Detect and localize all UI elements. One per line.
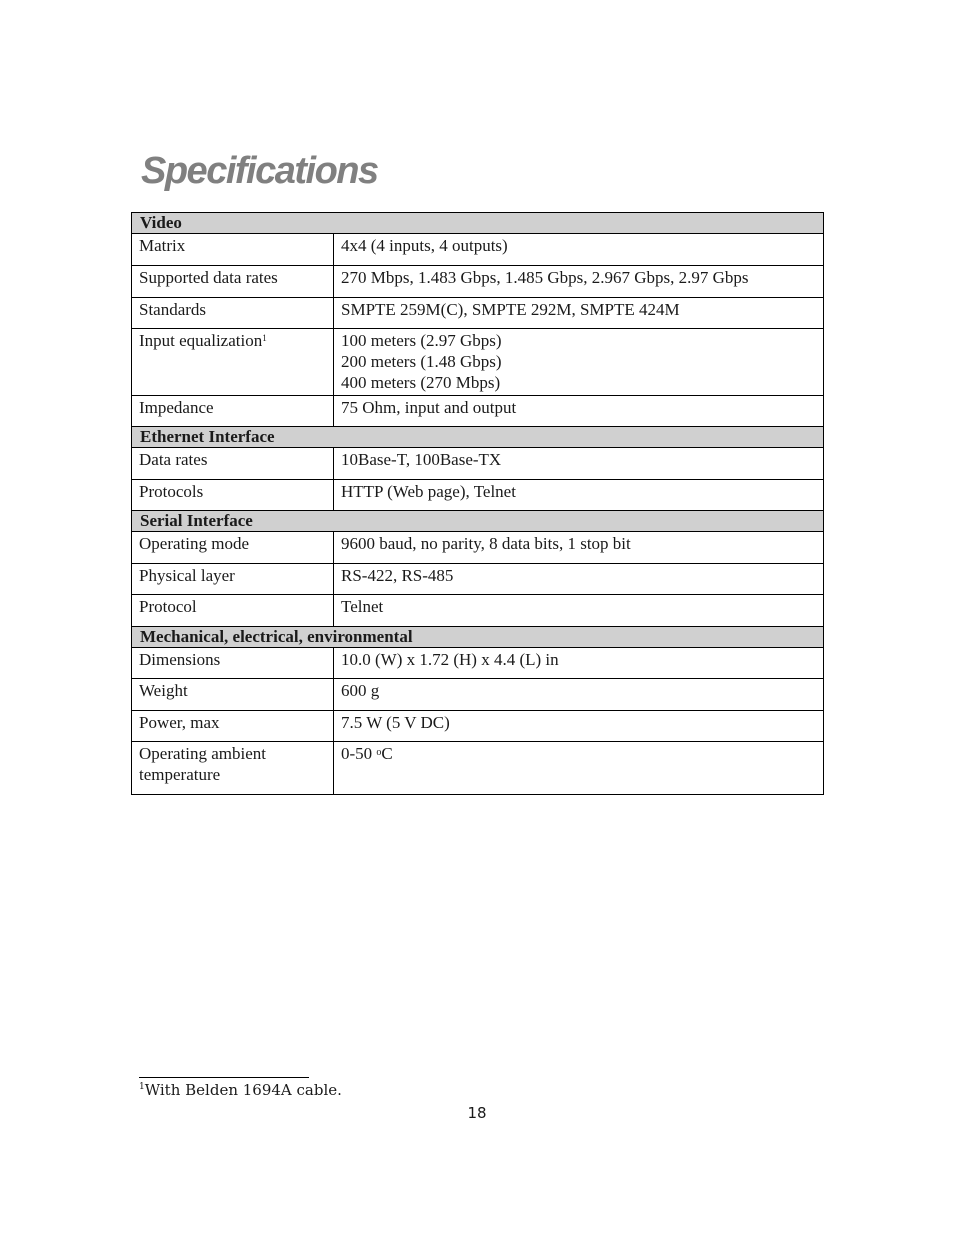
spec-label: Dimensions <box>132 648 334 679</box>
spec-value-cell <box>334 742 824 795</box>
spec-label: Power, max <box>132 711 334 742</box>
spec-value-unit: C <box>381 744 393 763</box>
section-header-mechanical <box>132 627 824 648</box>
table-row <box>132 234 824 266</box>
table-row <box>132 532 824 564</box>
spec-label: Data rates <box>132 448 334 480</box>
spec-label: Weight <box>132 679 334 711</box>
table-row <box>132 266 824 298</box>
footnote <box>139 1081 342 1099</box>
spec-label: Standards <box>132 298 334 329</box>
spec-label: Input equalization <box>139 331 263 350</box>
table-row <box>132 480 824 511</box>
spec-label: Operating ambient temperature <box>132 742 334 795</box>
section-header-ethernet <box>132 427 824 448</box>
spec-label: Operating mode <box>132 532 334 564</box>
table-row <box>132 679 824 711</box>
table-row <box>132 298 824 329</box>
section-title: Video <box>132 213 824 234</box>
section-title: Mechanical, electrical, environmental <box>132 627 824 648</box>
table-row <box>132 329 824 396</box>
section-header-video <box>132 213 824 234</box>
spec-value: 10Base-T, 100Base-TX <box>334 448 824 480</box>
footnote-marker: 1 <box>139 1082 145 1092</box>
footnote-divider <box>139 1077 309 1078</box>
specifications-table <box>131 212 824 795</box>
spec-value: 400 meters (270 Mbps) <box>341 373 501 392</box>
spec-value: 270 Mbps, 1.483 Gbps, 1.485 Gbps, 2.967 Gbps, 2.97 Gbps <box>334 266 824 298</box>
spec-value: RS-422, RS-485 <box>334 564 824 595</box>
footnote-text: With Belden 1694A cable. <box>144 1081 342 1099</box>
spec-label: Matrix <box>132 234 334 266</box>
spec-value-list <box>334 329 824 396</box>
degree-symbol: o <box>376 747 382 758</box>
table-row <box>132 396 824 427</box>
table-row <box>132 711 824 742</box>
section-header-serial <box>132 511 824 532</box>
footnote-marker: 1 <box>262 333 267 343</box>
page-number: 18 <box>467 1104 487 1122</box>
spec-value: 75 Ohm, input and output <box>334 396 824 427</box>
spec-label: Impedance <box>132 396 334 427</box>
spec-label: Physical layer <box>132 564 334 595</box>
spec-value: 7.5 W (5 V DC) <box>334 711 824 742</box>
spec-value: 10.0 (W) x 1.72 (H) x 4.4 (L) in <box>334 648 824 679</box>
spec-value: Telnet <box>334 595 824 627</box>
spec-value: 100 meters (2.97 Gbps) <box>341 331 502 350</box>
table-row <box>132 742 824 795</box>
spec-label-cell <box>132 329 334 396</box>
spec-value: HTTP (Web page), Telnet <box>334 480 824 511</box>
spec-label: Supported data rates <box>132 266 334 298</box>
table-row <box>132 595 824 627</box>
table-row <box>132 564 824 595</box>
spec-value: SMPTE 259M(C), SMPTE 292M, SMPTE 424M <box>334 298 824 329</box>
table-row <box>132 448 824 480</box>
spec-value: 4x4 (4 inputs, 4 outputs) <box>334 234 824 266</box>
spec-value: 200 meters (1.48 Gbps) <box>341 352 502 371</box>
spec-label: Protocols <box>132 480 334 511</box>
spec-value: 600 g <box>334 679 824 711</box>
section-title: Serial Interface <box>132 511 824 532</box>
table-row <box>132 648 824 679</box>
section-title: Ethernet Interface <box>132 427 824 448</box>
spec-label: Protocol <box>132 595 334 627</box>
page-title: Specifications <box>141 150 378 192</box>
spec-value: 9600 baud, no parity, 8 data bits, 1 stop bit <box>334 532 824 564</box>
spec-value: 0-50 <box>341 744 377 763</box>
